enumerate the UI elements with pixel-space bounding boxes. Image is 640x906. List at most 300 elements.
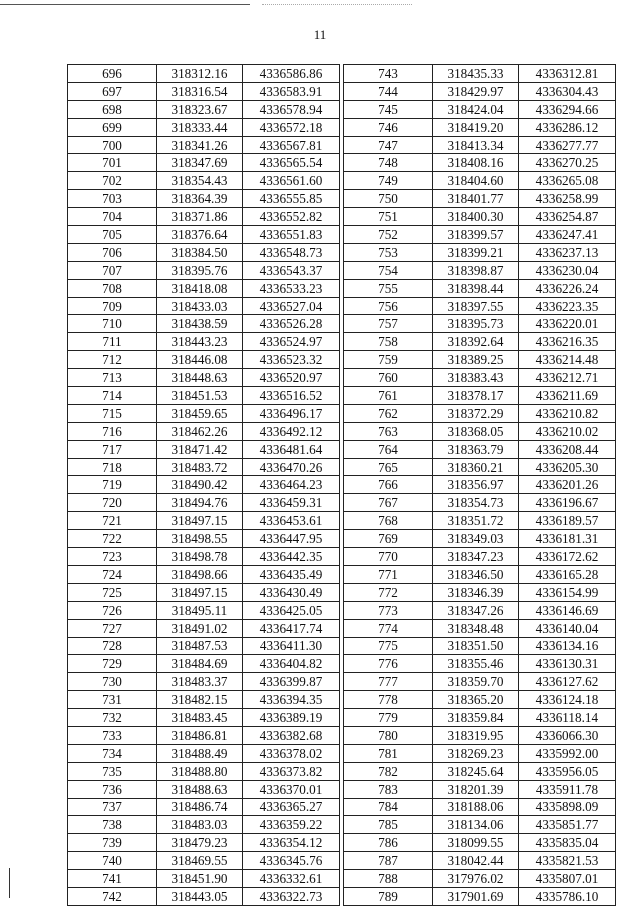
y-coordinate-cell: 4336210.82 (519, 404, 616, 422)
x-coordinate-cell: 318438.59 (157, 315, 243, 333)
x-coordinate-cell: 318401.77 (433, 190, 519, 208)
point-number-cell: 786 (344, 834, 433, 852)
y-coordinate-cell: 4336354.12 (243, 834, 340, 852)
table-row (344, 369, 616, 387)
x-coordinate-cell: 317901.69 (433, 887, 519, 905)
y-coordinate-cell: 4336247.41 (519, 226, 616, 244)
table-row (344, 440, 616, 458)
table-row (344, 297, 616, 315)
table-row (344, 637, 616, 655)
x-coordinate-cell: 318491.02 (157, 619, 243, 637)
point-number-cell: 776 (344, 655, 433, 673)
x-coordinate-cell: 318399.21 (433, 243, 519, 261)
x-coordinate-cell: 318323.67 (157, 100, 243, 118)
y-coordinate-cell: 4335821.53 (519, 852, 616, 870)
y-coordinate-cell: 4336345.76 (243, 852, 340, 870)
y-coordinate-cell: 4336543.37 (243, 261, 340, 279)
x-coordinate-cell: 318319.95 (433, 726, 519, 744)
x-coordinate-cell: 318364.39 (157, 190, 243, 208)
y-coordinate-cell: 4336140.04 (519, 619, 616, 637)
table-row (68, 82, 340, 100)
y-coordinate-cell: 4336459.31 (243, 494, 340, 512)
point-number-cell: 761 (344, 387, 433, 405)
y-coordinate-cell: 4335911.78 (519, 780, 616, 798)
y-coordinate-cell: 4336527.04 (243, 297, 340, 315)
point-number-cell: 750 (344, 190, 433, 208)
x-coordinate-cell: 318356.97 (433, 476, 519, 494)
point-number-cell: 759 (344, 351, 433, 369)
y-coordinate-cell: 4336196.67 (519, 494, 616, 512)
x-coordinate-cell: 318469.55 (157, 852, 243, 870)
y-coordinate-cell: 4336572.18 (243, 118, 340, 136)
table-row (344, 65, 616, 83)
point-number-cell: 725 (68, 583, 157, 601)
table-row (344, 208, 616, 226)
point-number-cell: 768 (344, 512, 433, 530)
y-coordinate-cell: 4336172.62 (519, 548, 616, 566)
table-row (68, 565, 340, 583)
point-number-cell: 734 (68, 744, 157, 762)
table-row (344, 136, 616, 154)
table-row (344, 118, 616, 136)
x-coordinate-cell: 318498.55 (157, 530, 243, 548)
x-coordinate-cell: 318365.20 (433, 691, 519, 709)
point-number-cell: 788 (344, 870, 433, 888)
x-coordinate-cell: 318245.64 (433, 762, 519, 780)
y-coordinate-cell: 4336447.95 (243, 530, 340, 548)
y-coordinate-cell: 4336551.83 (243, 226, 340, 244)
point-number-cell: 775 (344, 637, 433, 655)
x-coordinate-cell: 318269.23 (433, 744, 519, 762)
y-coordinate-cell: 4336130.31 (519, 655, 616, 673)
table-row (68, 154, 340, 172)
point-number-cell: 697 (68, 82, 157, 100)
point-number-cell: 698 (68, 100, 157, 118)
y-coordinate-cell: 4336066.30 (519, 726, 616, 744)
point-number-cell: 702 (68, 172, 157, 190)
y-coordinate-cell: 4336181.31 (519, 530, 616, 548)
point-number-cell: 771 (344, 565, 433, 583)
point-number-cell: 719 (68, 476, 157, 494)
table-row (68, 744, 340, 762)
point-number-cell: 699 (68, 118, 157, 136)
point-number-cell: 752 (344, 226, 433, 244)
point-number-cell: 707 (68, 261, 157, 279)
point-number-cell: 713 (68, 369, 157, 387)
x-coordinate-cell: 318443.23 (157, 333, 243, 351)
y-coordinate-cell: 4336435.49 (243, 565, 340, 583)
table-row (344, 512, 616, 530)
table-row (344, 261, 616, 279)
x-coordinate-cell: 318462.26 (157, 422, 243, 440)
x-coordinate-cell: 318359.70 (433, 673, 519, 691)
table-row (344, 762, 616, 780)
table-row (68, 172, 340, 190)
table-row (68, 816, 340, 834)
y-coordinate-cell: 4336411.30 (243, 637, 340, 655)
point-number-cell: 770 (344, 548, 433, 566)
x-coordinate-cell: 318446.08 (157, 351, 243, 369)
point-number-cell: 754 (344, 261, 433, 279)
y-coordinate-cell: 4336265.08 (519, 172, 616, 190)
x-coordinate-cell: 318371.86 (157, 208, 243, 226)
y-coordinate-cell: 4336464.23 (243, 476, 340, 494)
table-row (68, 673, 340, 691)
y-coordinate-cell: 4336555.85 (243, 190, 340, 208)
x-coordinate-cell: 318429.97 (433, 82, 519, 100)
top-dotted-line (262, 4, 412, 5)
table-row (68, 476, 340, 494)
y-coordinate-cell: 4336520.97 (243, 369, 340, 387)
y-coordinate-cell: 4336481.64 (243, 440, 340, 458)
y-coordinate-cell: 4336378.02 (243, 744, 340, 762)
table-row (68, 852, 340, 870)
point-number-cell: 777 (344, 673, 433, 691)
table-row (68, 512, 340, 530)
table-row (68, 404, 340, 422)
point-number-cell: 762 (344, 404, 433, 422)
x-coordinate-cell: 318404.60 (433, 172, 519, 190)
x-coordinate-cell: 318400.30 (433, 208, 519, 226)
table-row (68, 834, 340, 852)
x-coordinate-cell: 317976.02 (433, 870, 519, 888)
point-number-cell: 726 (68, 601, 157, 619)
point-number-cell: 721 (68, 512, 157, 530)
y-coordinate-cell: 4336516.52 (243, 387, 340, 405)
table-row (344, 476, 616, 494)
y-coordinate-cell: 4336425.05 (243, 601, 340, 619)
x-coordinate-cell: 318433.03 (157, 297, 243, 315)
y-coordinate-cell: 4336223.35 (519, 297, 616, 315)
y-coordinate-cell: 4336214.48 (519, 351, 616, 369)
table-row (68, 691, 340, 709)
x-coordinate-cell: 318354.43 (157, 172, 243, 190)
x-coordinate-cell: 318099.55 (433, 834, 519, 852)
point-number-cell: 773 (344, 601, 433, 619)
x-coordinate-cell: 318134.06 (433, 816, 519, 834)
point-number-cell: 724 (68, 565, 157, 583)
x-coordinate-cell: 318395.73 (433, 315, 519, 333)
x-coordinate-cell: 318398.87 (433, 261, 519, 279)
y-coordinate-cell: 4336394.35 (243, 691, 340, 709)
y-coordinate-cell: 4336365.27 (243, 798, 340, 816)
table-row (344, 172, 616, 190)
table-row (344, 100, 616, 118)
x-coordinate-cell: 318042.44 (433, 852, 519, 870)
table-row (344, 673, 616, 691)
x-coordinate-cell: 318494.76 (157, 494, 243, 512)
x-coordinate-cell: 318471.42 (157, 440, 243, 458)
point-number-cell: 703 (68, 190, 157, 208)
table-row (68, 297, 340, 315)
x-coordinate-cell: 318397.55 (433, 297, 519, 315)
table-row (344, 404, 616, 422)
y-coordinate-cell: 4336277.77 (519, 136, 616, 154)
x-coordinate-cell: 318346.50 (433, 565, 519, 583)
point-number-cell: 704 (68, 208, 157, 226)
y-coordinate-cell: 4336370.01 (243, 780, 340, 798)
x-coordinate-cell: 318486.74 (157, 798, 243, 816)
point-number-cell: 749 (344, 172, 433, 190)
point-number-cell: 766 (344, 476, 433, 494)
x-coordinate-cell: 318354.73 (433, 494, 519, 512)
y-coordinate-cell: 4336220.01 (519, 315, 616, 333)
point-number-cell: 736 (68, 780, 157, 798)
x-coordinate-cell: 318408.16 (433, 154, 519, 172)
point-number-cell: 765 (344, 458, 433, 476)
y-coordinate-cell: 4335786.10 (519, 887, 616, 905)
y-coordinate-cell: 4335807.01 (519, 870, 616, 888)
table-row (344, 154, 616, 172)
x-coordinate-cell: 318413.34 (433, 136, 519, 154)
table-row (68, 458, 340, 476)
x-coordinate-cell: 318487.53 (157, 637, 243, 655)
point-number-cell: 739 (68, 834, 157, 852)
point-number-cell: 760 (344, 369, 433, 387)
x-coordinate-cell: 318351.50 (433, 637, 519, 655)
y-coordinate-cell: 4336552.82 (243, 208, 340, 226)
y-coordinate-cell: 4335851.77 (519, 816, 616, 834)
table-row (68, 870, 340, 888)
point-number-cell: 789 (344, 887, 433, 905)
y-coordinate-cell: 4336118.14 (519, 709, 616, 727)
y-coordinate-cell: 4336533.23 (243, 279, 340, 297)
table-row (344, 422, 616, 440)
x-coordinate-cell: 318346.39 (433, 583, 519, 601)
x-coordinate-cell: 318498.66 (157, 565, 243, 583)
y-coordinate-cell: 4336567.81 (243, 136, 340, 154)
x-coordinate-cell: 318497.15 (157, 583, 243, 601)
table-row (344, 780, 616, 798)
x-coordinate-cell: 318424.04 (433, 100, 519, 118)
y-coordinate-cell: 4336201.26 (519, 476, 616, 494)
table-row (344, 387, 616, 405)
x-coordinate-cell: 318479.23 (157, 834, 243, 852)
x-coordinate-cell: 318451.53 (157, 387, 243, 405)
y-coordinate-cell: 4336212.71 (519, 369, 616, 387)
y-coordinate-cell: 4335956.05 (519, 762, 616, 780)
y-coordinate-cell: 4336399.87 (243, 673, 340, 691)
table-row (68, 226, 340, 244)
point-number-cell: 729 (68, 655, 157, 673)
table-row (68, 333, 340, 351)
y-coordinate-cell: 4336470.26 (243, 458, 340, 476)
y-coordinate-cell: 4336211.69 (519, 387, 616, 405)
point-number-cell: 730 (68, 673, 157, 691)
point-number-cell: 706 (68, 243, 157, 261)
table-row (344, 887, 616, 905)
x-coordinate-cell: 318368.05 (433, 422, 519, 440)
y-coordinate-cell: 4336526.28 (243, 315, 340, 333)
x-coordinate-cell: 318359.84 (433, 709, 519, 727)
y-coordinate-cell: 4336430.49 (243, 583, 340, 601)
y-coordinate-cell: 4336578.94 (243, 100, 340, 118)
table-row (344, 816, 616, 834)
y-coordinate-cell: 4336304.43 (519, 82, 616, 100)
point-number-cell: 715 (68, 404, 157, 422)
page-number: 11 (313, 27, 327, 42)
point-number-cell: 732 (68, 709, 157, 727)
point-number-cell: 728 (68, 637, 157, 655)
x-coordinate-cell: 318488.49 (157, 744, 243, 762)
table-row (68, 65, 340, 83)
point-number-cell: 757 (344, 315, 433, 333)
y-coordinate-cell: 4336270.25 (519, 154, 616, 172)
point-number-cell: 751 (344, 208, 433, 226)
y-coordinate-cell: 4336586.86 (243, 65, 340, 83)
point-number-cell: 714 (68, 387, 157, 405)
table-row (68, 530, 340, 548)
x-coordinate-cell: 318349.03 (433, 530, 519, 548)
table-row (344, 655, 616, 673)
table-row (68, 655, 340, 673)
point-number-cell: 712 (68, 351, 157, 369)
table-row (344, 798, 616, 816)
y-coordinate-cell: 4336548.73 (243, 243, 340, 261)
table-row (68, 726, 340, 744)
table-row (68, 351, 340, 369)
x-coordinate-cell: 318201.39 (433, 780, 519, 798)
table-row (68, 762, 340, 780)
table-row (344, 494, 616, 512)
point-number-cell: 738 (68, 816, 157, 834)
table-row (344, 226, 616, 244)
point-number-cell: 758 (344, 333, 433, 351)
y-coordinate-cell: 4336492.12 (243, 422, 340, 440)
point-number-cell: 727 (68, 619, 157, 637)
x-coordinate-cell: 318418.08 (157, 279, 243, 297)
x-coordinate-cell: 318495.11 (157, 601, 243, 619)
table-row (344, 619, 616, 637)
point-number-cell: 735 (68, 762, 157, 780)
point-number-cell: 723 (68, 548, 157, 566)
table-row (344, 458, 616, 476)
point-number-cell: 733 (68, 726, 157, 744)
y-coordinate-cell: 4336124.18 (519, 691, 616, 709)
x-coordinate-cell: 318355.46 (433, 655, 519, 673)
table-row (344, 601, 616, 619)
table-row (344, 351, 616, 369)
table-row (344, 834, 616, 852)
x-coordinate-cell: 318392.64 (433, 333, 519, 351)
x-coordinate-cell: 318389.25 (433, 351, 519, 369)
y-coordinate-cell: 4336322.73 (243, 887, 340, 905)
x-coordinate-cell: 318483.03 (157, 816, 243, 834)
point-number-cell: 769 (344, 530, 433, 548)
y-coordinate-cell: 4336286.12 (519, 118, 616, 136)
y-coordinate-cell: 4336154.99 (519, 583, 616, 601)
y-coordinate-cell: 4336373.82 (243, 762, 340, 780)
table-row (68, 261, 340, 279)
y-coordinate-cell: 4336205.30 (519, 458, 616, 476)
y-coordinate-cell: 4335835.04 (519, 834, 616, 852)
y-coordinate-cell: 4336189.57 (519, 512, 616, 530)
table-row (68, 440, 340, 458)
y-coordinate-cell: 4336165.28 (519, 565, 616, 583)
y-coordinate-cell: 4336294.66 (519, 100, 616, 118)
point-number-cell: 782 (344, 762, 433, 780)
x-coordinate-cell: 318498.78 (157, 548, 243, 566)
point-number-cell: 700 (68, 136, 157, 154)
table-row (344, 548, 616, 566)
y-coordinate-cell: 4336332.61 (243, 870, 340, 888)
table-row (344, 530, 616, 548)
point-number-cell: 742 (68, 887, 157, 905)
x-coordinate-cell: 318378.17 (433, 387, 519, 405)
x-coordinate-cell: 318488.80 (157, 762, 243, 780)
point-number-cell: 767 (344, 494, 433, 512)
x-coordinate-cell: 318483.37 (157, 673, 243, 691)
table-row (68, 709, 340, 727)
point-number-cell: 708 (68, 279, 157, 297)
table-row (68, 887, 340, 905)
point-number-cell: 710 (68, 315, 157, 333)
y-coordinate-cell: 4336127.62 (519, 673, 616, 691)
y-coordinate-cell: 4336146.69 (519, 601, 616, 619)
point-number-cell: 744 (344, 82, 433, 100)
y-coordinate-cell: 4336496.17 (243, 404, 340, 422)
x-coordinate-cell: 318497.15 (157, 512, 243, 530)
table-row (344, 726, 616, 744)
x-coordinate-cell: 318399.57 (433, 226, 519, 244)
point-number-cell: 779 (344, 709, 433, 727)
table-row (68, 369, 340, 387)
point-number-cell: 747 (344, 136, 433, 154)
table-row (68, 494, 340, 512)
table-row (68, 583, 340, 601)
point-number-cell: 746 (344, 118, 433, 136)
table-row (344, 852, 616, 870)
point-number-cell: 785 (344, 816, 433, 834)
table-row (68, 601, 340, 619)
y-coordinate-cell: 4336442.35 (243, 548, 340, 566)
x-coordinate-cell: 318376.64 (157, 226, 243, 244)
y-coordinate-cell: 4336382.68 (243, 726, 340, 744)
point-number-cell: 737 (68, 798, 157, 816)
y-coordinate-cell: 4336210.02 (519, 422, 616, 440)
table-row (68, 548, 340, 566)
table-row (344, 744, 616, 762)
y-coordinate-cell: 4336359.22 (243, 816, 340, 834)
x-coordinate-cell: 318360.21 (433, 458, 519, 476)
x-coordinate-cell: 318435.33 (433, 65, 519, 83)
x-coordinate-cell: 318347.23 (433, 548, 519, 566)
y-coordinate-cell: 4336226.24 (519, 279, 616, 297)
table-row (68, 315, 340, 333)
point-number-cell: 717 (68, 440, 157, 458)
x-coordinate-cell: 318347.26 (433, 601, 519, 619)
x-coordinate-cell: 318372.29 (433, 404, 519, 422)
table-row (68, 780, 340, 798)
y-coordinate-cell: 4336417.74 (243, 619, 340, 637)
x-coordinate-cell: 318395.76 (157, 261, 243, 279)
table-row (344, 315, 616, 333)
point-number-cell: 709 (68, 297, 157, 315)
table-row (68, 422, 340, 440)
x-coordinate-cell: 318312.16 (157, 65, 243, 83)
point-number-cell: 763 (344, 422, 433, 440)
point-number-cell: 718 (68, 458, 157, 476)
table-row (344, 82, 616, 100)
y-coordinate-cell: 4336216.35 (519, 333, 616, 351)
y-coordinate-cell: 4336523.32 (243, 351, 340, 369)
x-coordinate-cell: 318488.63 (157, 780, 243, 798)
y-coordinate-cell: 4335992.00 (519, 744, 616, 762)
point-number-cell: 778 (344, 691, 433, 709)
x-coordinate-cell: 318383.43 (433, 369, 519, 387)
y-coordinate-cell: 4336254.87 (519, 208, 616, 226)
x-coordinate-cell: 318483.45 (157, 709, 243, 727)
